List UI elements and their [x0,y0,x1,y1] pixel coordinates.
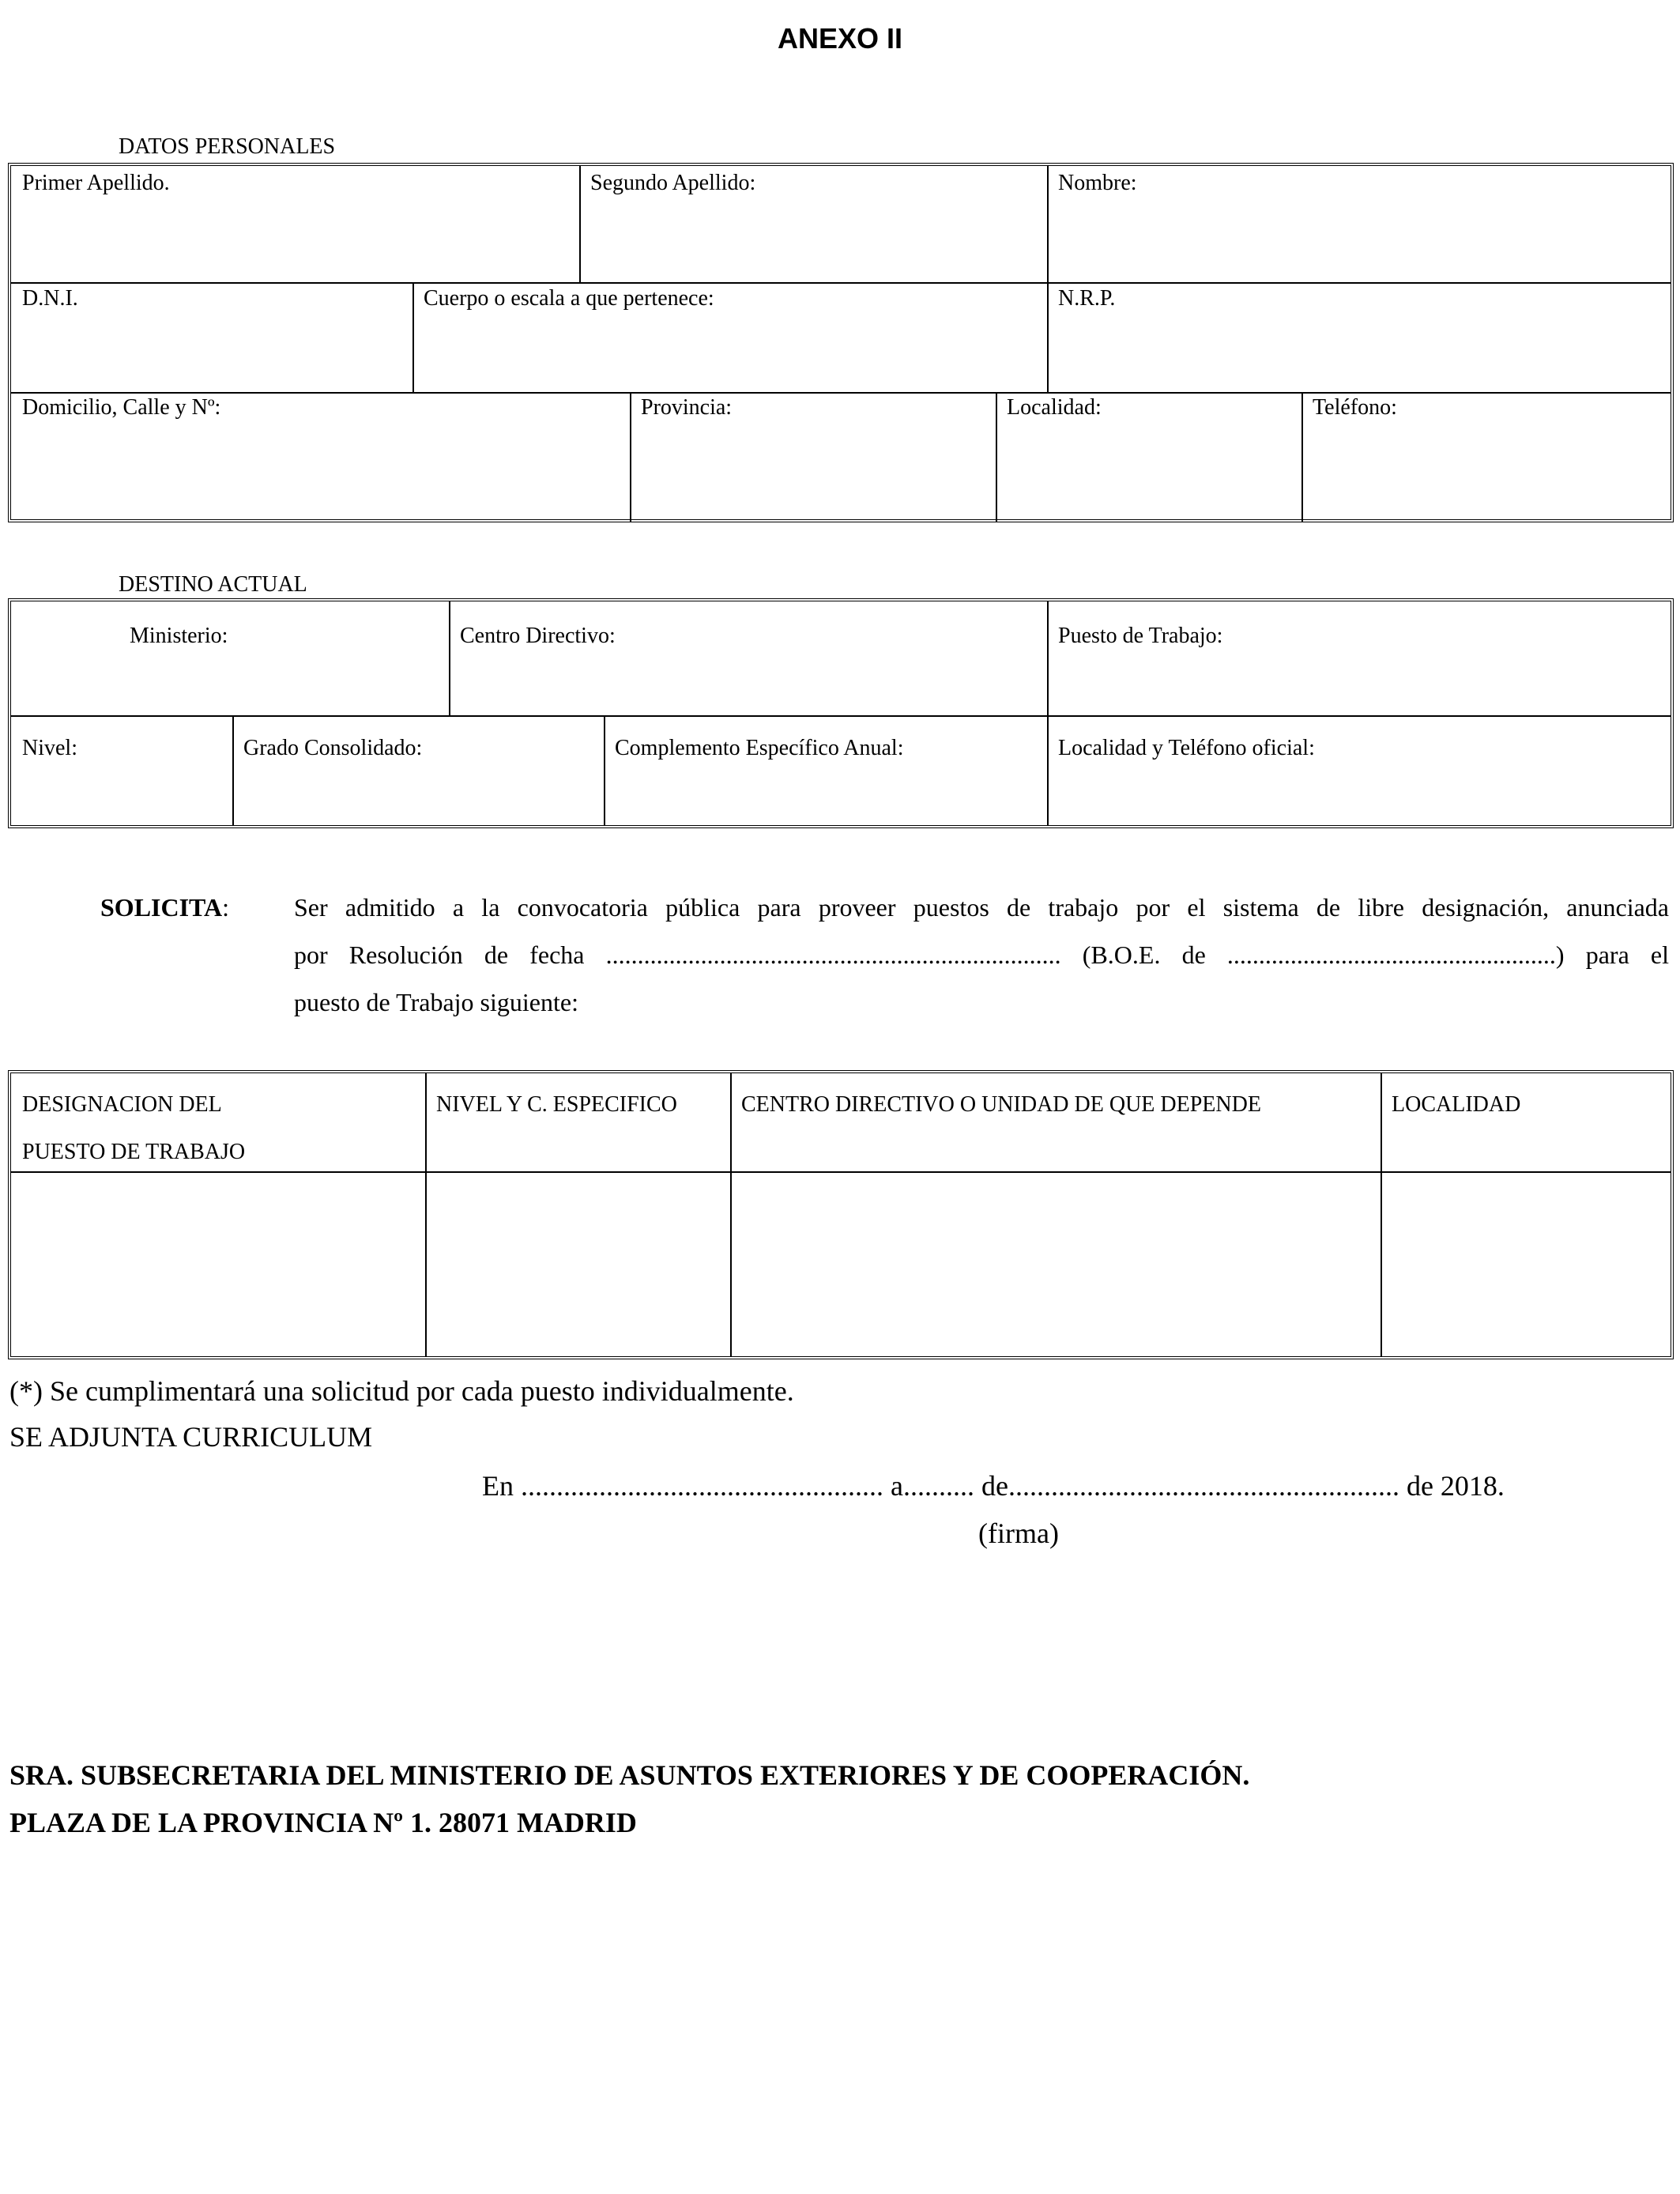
nombre-field[interactable]: Nombre: [1058,171,1137,195]
localidad-field[interactable]: Localidad: [1007,395,1102,420]
complemento-especifico-field[interactable]: Complemento Específico Anual: [615,736,904,760]
segundo-apellido-field[interactable]: Segundo Apellido: [590,171,756,195]
dni-field[interactable]: D.N.I. [22,286,78,311]
primer-apellido-field[interactable]: Primer Apellido. [22,171,170,195]
col-centro-header: CENTRO DIRECTIVO O UNIDAD DE QUE DEPENDE [741,1092,1261,1117]
solicita-label: SOLICITA: [100,893,230,922]
centro-directivo-field[interactable]: Centro Directivo: [460,624,616,648]
cuerpo-field[interactable]: Cuerpo o escala a que pertenece: [424,286,714,311]
nrp-field[interactable]: N.R.P. [1058,286,1116,311]
nivel-field[interactable]: Nivel: [22,736,77,760]
destino-table [8,598,1674,828]
puesto-table [8,1070,1674,1359]
nivel-input-cell[interactable] [427,1173,730,1355]
firma-label: (firma) [978,1517,1059,1549]
personal-data-table [8,163,1674,522]
provincia-field[interactable]: Provincia: [641,395,733,420]
grado-consolidado-field[interactable]: Grado Consolidado: [243,736,423,760]
solicita-line-2: por Resolución de fecha ........................................................................ (B.O.E. de ....................................................) para el [294,941,1669,969]
designacion-input-cell[interactable] [11,1173,425,1355]
col-localidad-header: LOCALIDAD [1392,1092,1521,1117]
ministerio-field[interactable]: Ministerio: [130,624,228,648]
domicilio-field[interactable]: Domicilio, Calle y Nº: [22,395,221,420]
curriculum-note: SE ADJUNTA CURRICULUM [9,1421,373,1453]
centro-input-cell[interactable] [732,1173,1381,1355]
address-line: PLAZA DE LA PROVINCIA Nº 1. 28071 MADRID [9,1807,637,1838]
page-title: ANEXO II [777,22,903,55]
telefono-field[interactable]: Teléfono: [1313,395,1397,420]
destino-section-label: DESTINO ACTUAL [119,572,307,597]
addressee-line: SRA. SUBSECRETARIA DEL MINISTERIO DE ASUNTOS EXTERIORES Y DE COOPERACIÓN. [9,1759,1250,1791]
individual-note: (*) Se cumplimentará una solicitud por cada puesto individualmente. [9,1375,794,1407]
personal-section-label: DATOS PERSONALES [119,134,336,159]
col-nivel-header: NIVEL Y C. ESPECIFICO [436,1092,677,1117]
col-designacion-header-2: PUESTO DE TRABAJO [22,1140,246,1164]
col-designacion-header: DESIGNACION DEL [22,1092,222,1117]
localidad-input-cell[interactable] [1382,1173,1671,1355]
place-date-line: En ................................................... a.......... de....................................................... de 2018. [482,1470,1505,1502]
localidad-telefono-field[interactable]: Localidad y Teléfono oficial: [1058,736,1315,760]
puesto-trabajo-field[interactable]: Puesto de Trabajo: [1058,624,1223,648]
solicita-line-1: Ser admitido a la convocatoria pública para proveer puestos de trabajo por el sistema de libre designación, anunciada [294,893,1669,922]
solicita-line-3: puesto de Trabajo siguiente: [294,988,578,1016]
